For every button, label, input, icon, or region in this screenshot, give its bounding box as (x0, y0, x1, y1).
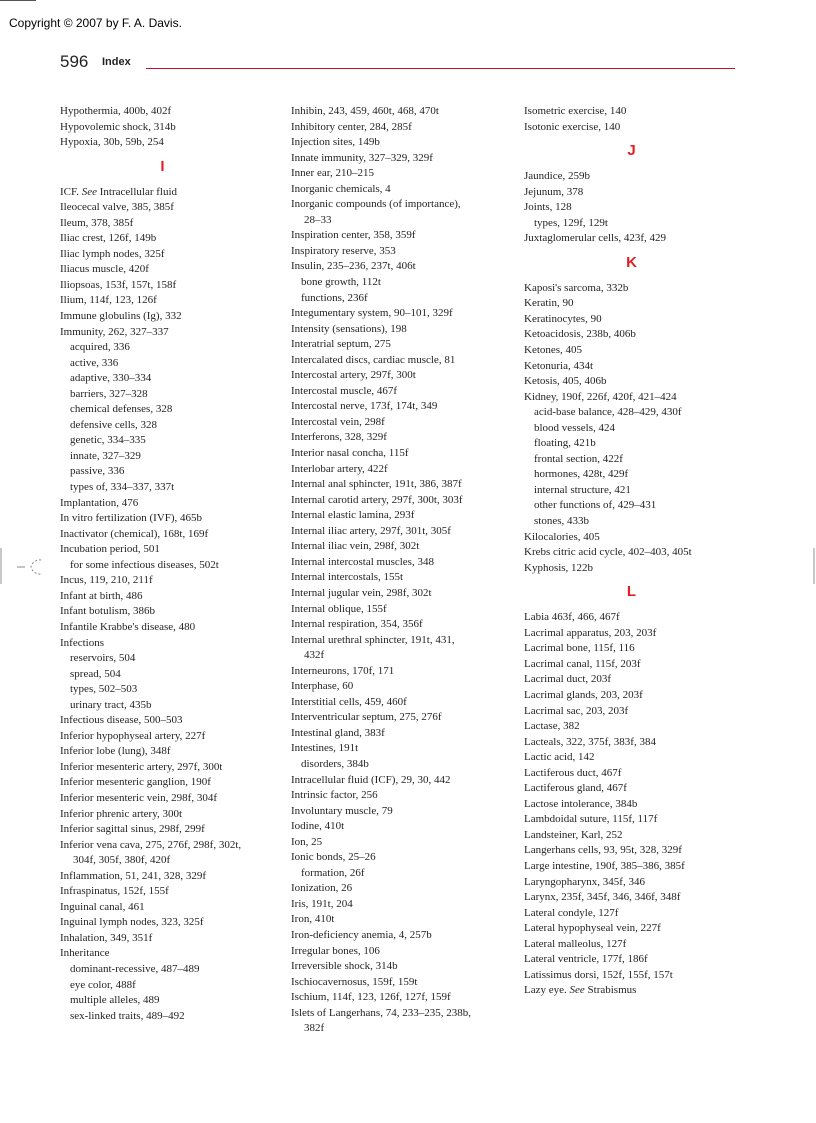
index-entry: Internal carotid artery, 297f, 300t, 303f (291, 493, 463, 506)
index-entry: Keratin, 90 (524, 297, 574, 310)
index-entry: Lambdoidal suture, 115f, 117f (524, 813, 658, 826)
index-entry: Ischiocavernosus, 159f, 159t (291, 975, 418, 988)
index-entry-continuation: 28–33 (304, 213, 332, 226)
index-subentry: acquired, 336 (70, 341, 130, 354)
index-entry: Internal iliac artery, 297f, 301t, 305f (291, 524, 451, 537)
index-entry: Interferons, 328, 329f (291, 431, 387, 444)
index-entry: Langerhans cells, 93, 95t, 328, 329f (524, 844, 682, 857)
index-entry: Lateral condyle, 127f (524, 906, 619, 919)
index-subentry: passive, 336 (70, 465, 125, 478)
index-entry: Irreversible shock, 314b (291, 960, 398, 973)
index-entry: Lacrimal glands, 203, 203f (524, 688, 643, 701)
header-rule (146, 68, 735, 69)
index-entry: Inferior hypophyseal artery, 227f (60, 729, 206, 742)
index-subentry: internal structure, 421 (534, 483, 631, 496)
index-subentry: adaptive, 330–334 (70, 372, 152, 385)
index-entry: Kyphosis, 122b (524, 561, 594, 574)
index-entry: Intestines, 191t (291, 742, 359, 755)
index-entry: Hypoxia, 30b, 59b, 254 (60, 136, 164, 149)
index-entry: Krebs citric acid cycle, 402–403, 405t (524, 546, 692, 559)
index-entry: Ketones, 405 (524, 344, 583, 357)
index-entry: Lacrimal bone, 115f, 116 (524, 642, 635, 655)
index-entry: Incubation period, 501 (60, 543, 160, 556)
index-subentry: barriers, 327–328 (70, 387, 148, 400)
index-entry: Interventricular septum, 275, 276f (291, 711, 442, 724)
index-entry: Iron, 410t (291, 913, 335, 926)
index-entry: Jaundice, 259b (524, 170, 590, 183)
index-entry: Internal iliac vein, 298f, 302t (291, 540, 420, 553)
index-entry: Lateral malleolus, 127f (524, 937, 627, 950)
index-entry: Kilocalories, 405 (524, 530, 600, 543)
index-entry: Internal intercostal muscles, 348 (291, 555, 434, 568)
index-entry-continuation: 304f, 305f, 380f, 420f (73, 854, 171, 867)
index-entry: Iliopsoas, 153f, 157t, 158f (60, 278, 177, 291)
index-entry: Infraspinatus, 152f, 155f (60, 885, 169, 898)
index-entry: Lateral hypophyseal vein, 227f (524, 922, 661, 935)
index-entry: Lacrimal canal, 115f, 203f (524, 657, 641, 670)
index-entry: Inguinal lymph nodes, 323, 325f (60, 916, 204, 929)
index-entry: Intercostal artery, 297f, 300t (291, 369, 416, 382)
index-entry-continuation: 432f (304, 649, 325, 662)
index-entry: Infectious disease, 500–503 (60, 714, 183, 727)
index-entry: Larynx, 235f, 345f, 346, 346f, 348f (524, 891, 681, 904)
index-entry: Innate immunity, 327–329, 329f (291, 151, 433, 164)
index-entry: Landsteiner, Karl, 252 (524, 828, 623, 841)
see-reference: See (81, 185, 98, 198)
index-entry: Lacrimal apparatus, 203, 203f (524, 626, 657, 639)
index-entry (524, 983, 739, 999)
index-entry: Incus, 119, 210, 211f (60, 574, 153, 587)
index-entry: Lactose intolerance, 384b (524, 797, 638, 810)
index-entry: Interior nasal concha, 115f (291, 447, 409, 460)
index-subentry: other functions of, 429–431 (534, 499, 657, 512)
index-entry: Implantation, 476 (60, 496, 139, 509)
index-entry: Immune globulins (Ig), 332 (60, 310, 182, 323)
index-subentry: disorders, 384b (301, 757, 369, 770)
index-entry: Ketonuria, 434t (524, 359, 594, 372)
index-entry: Involuntary muscle, 79 (291, 804, 393, 817)
index-entry: Ischium, 114f, 123, 126f, 127f, 159f (291, 991, 451, 1004)
index-entry: Intestinal gland, 383f (291, 726, 385, 739)
index-subentry: multiple alleles, 489 (70, 994, 160, 1007)
cross-reference-target: Strabismus (584, 984, 637, 997)
index-entry: Internal anal sphincter, 191t, 386, 387f (291, 478, 462, 491)
index-entry: Ileocecal valve, 385, 385f (60, 201, 174, 214)
index-entry: Integumentary system, 90–101, 329f (291, 307, 453, 320)
index-entry: Intercostal muscle, 467f (291, 384, 397, 397)
index-entry (60, 185, 265, 201)
section-letter: J (627, 142, 636, 160)
index-entry: Intercostal vein, 298f (291, 415, 385, 428)
index-entry: Inactivator (chemical), 168t, 169f (60, 527, 209, 540)
index-entry: Infant at birth, 486 (60, 589, 143, 602)
entry-term: Lazy eye. (524, 984, 570, 997)
top-edge-line (0, 0, 36, 1)
index-column-1 (60, 104, 265, 1024)
section-letter: I (160, 157, 165, 175)
index-entry: Interstitial cells, 459, 460f (291, 695, 407, 708)
index-entry: Ketosis, 405, 406b (524, 375, 607, 388)
index-entry: Inferior mesenteric vein, 298f, 304f (60, 791, 217, 804)
index-entry: Ketoacidosis, 238b, 406b (524, 328, 636, 341)
index-entry: Inner ear, 210–215 (291, 167, 374, 180)
index-entry: Intracellular fluid (ICF), 29, 30, 442 (291, 773, 451, 786)
index-entry: In vitro fertilization (IVF), 465b (60, 512, 203, 525)
left-margin-mark (0, 548, 2, 584)
index-entry: Inferior sagittal sinus, 298f, 299f (60, 823, 205, 836)
index-entry: Iodine, 410t (291, 820, 345, 833)
index-entry: Inguinal canal, 461 (60, 900, 145, 913)
index-entry: Internal respiration, 354, 356f (291, 618, 423, 631)
index-entry: Inspiratory reserve, 353 (291, 244, 396, 257)
index-entry: Inhibitory center, 284, 285f (291, 120, 412, 133)
index-entry: Ion, 25 (291, 835, 323, 848)
index-entry: Isometric exercise, 140 (524, 105, 627, 117)
index-subentry: frontal section, 422f (534, 452, 623, 465)
index-entry: Inferior mesenteric ganglion, 190f (60, 776, 211, 789)
index-entry: Inorganic chemicals, 4 (291, 182, 391, 195)
index-entry: Large intestine, 190f, 385–386, 385f (524, 859, 685, 872)
index-entry: Injection sites, 149b (291, 136, 380, 149)
index-subentry: floating, 421b (534, 437, 596, 450)
index-entry: Interneurons, 170f, 171 (291, 664, 395, 677)
index-subentry: bone growth, 112t (301, 276, 381, 289)
index-entry: Internal intercostals, 155t (291, 571, 404, 584)
index-entry: Keratinocytes, 90 (524, 312, 602, 325)
index-entry: Laryngopharynx, 345f, 346 (524, 875, 645, 888)
index-subentry: genetic, 334–335 (70, 434, 146, 447)
index-entry: Inflammation, 51, 241, 328, 329f (60, 869, 207, 882)
index-entry: Inferior lobe (lung), 348f (60, 745, 171, 758)
index-entry: Lacrimal sac, 203, 203f (524, 704, 629, 717)
index-entry: Inferior vena cava, 275, 276f, 298f, 302t, (60, 838, 242, 851)
index-subentry: acid-base balance, 428–429, 430f (534, 406, 682, 419)
entry-term: ICF. (60, 185, 82, 198)
index-entry: Internal elastic lamina, 293f (291, 509, 415, 522)
index-entry: Infections (60, 636, 104, 649)
index-subentry: reservoirs, 504 (70, 652, 136, 665)
index-entry: Lacteals, 322, 375f, 383f, 384 (524, 735, 656, 748)
page-title: Index (102, 56, 131, 68)
index-entry: Islets of Langerhans, 74, 233–235, 238b, (291, 1006, 471, 1019)
index-entry: Inferior phrenic artery, 300t (60, 807, 183, 820)
index-subentry: dominant-recessive, 487–489 (70, 962, 200, 975)
index-subentry: urinary tract, 435b (70, 698, 152, 711)
index-entry: Iliac lymph nodes, 325f (60, 247, 165, 260)
index-entry: Intercalated discs, cardiac muscle, 81 (291, 353, 456, 366)
index-entry: Iron-deficiency anemia, 4, 257b (291, 928, 432, 941)
index-entry: Juxtaglomerular cells, 423f, 429 (524, 232, 667, 245)
index-entry: Iliac crest, 126f, 149b (60, 232, 157, 245)
index-entry: Inheritance (60, 947, 110, 960)
index-entry: Ionization, 26 (291, 882, 353, 895)
index-entry: Immunity, 262, 327–337 (60, 325, 169, 338)
index-subentry: spread, 504 (70, 667, 121, 680)
index-subentry: stones, 433b (534, 515, 589, 528)
index-subentry: chemical defenses, 328 (70, 403, 173, 416)
index-subentry: types, 502–503 (70, 683, 138, 696)
index-entry: Inferior mesenteric artery, 297f, 300t (60, 760, 223, 773)
section-letter: L (626, 583, 637, 601)
index-entry: Lactiferous duct, 467f (524, 766, 622, 779)
index-entry: Kaposi's sarcoma, 332b (524, 281, 629, 294)
index-subentry: defensive cells, 328 (70, 418, 158, 431)
index-entry: Ionic bonds, 25–26 (291, 851, 376, 864)
index-entry: Interatrial septum, 275 (291, 338, 391, 351)
cross-reference-target: Intracellular fluid (97, 185, 178, 198)
index-entry: Internal urethral sphincter, 191t, 431, (291, 633, 455, 646)
right-margin-mark (813, 548, 815, 584)
index-subentry: sex-linked traits, 489–492 (70, 1009, 185, 1022)
index-entry: Inhalation, 349, 351f (60, 931, 153, 944)
index-subentry: for some infectious diseases, 502t (70, 558, 219, 571)
section-letter: K (626, 253, 637, 271)
index-entry: Joints, 128 (524, 201, 572, 214)
index-entry: Intercostal nerve, 173f, 174t, 349 (291, 400, 438, 413)
index-entry: Infant botulism, 386b (60, 605, 156, 618)
index-entry: Interphase, 60 (291, 680, 354, 693)
index-subentry: eye color, 488f (70, 978, 136, 991)
index-column-2 (291, 104, 506, 1037)
index-entry: Hypovolemic shock, 314b (60, 120, 176, 133)
index-entry: Intrinsic factor, 256 (291, 789, 378, 802)
index-entry: Interlobar artery, 422f (291, 462, 388, 475)
index-entry: Insulin, 235–236, 237t, 406t (291, 260, 416, 273)
index-entry: Lateral ventricle, 177f, 186f (524, 953, 648, 966)
page-header (60, 52, 735, 74)
index-entry-continuation: 382f (304, 1022, 325, 1035)
index-entry: Ilium, 114f, 123, 126f (60, 294, 157, 307)
index-entry: Kidney, 190f, 226f, 420f, 421–424 (524, 390, 677, 403)
index-entry: Lactiferous gland, 467f (524, 782, 627, 795)
index-subentry: blood vessels, 424 (534, 421, 615, 434)
index-entry: Intensity (sensations), 198 (291, 322, 407, 335)
registration-mark-icon (17, 557, 47, 577)
index-column-3 (524, 104, 739, 999)
index-entry: Hypothermia, 400b, 402f (60, 105, 172, 117)
index-entry: Lacrimal duct, 203f (524, 673, 612, 686)
index-entry: Irregular bones, 106 (291, 944, 380, 957)
index-entry: Isotonic exercise, 140 (524, 120, 621, 133)
index-entry: Lactase, 382 (524, 720, 580, 733)
index-entry: Inorganic compounds (of importance), (291, 198, 461, 211)
index-entry: Labia 463f, 466, 467f (524, 611, 620, 624)
index-entry: Latissimus dorsi, 152f, 155f, 157t (524, 968, 673, 981)
index-subentry: innate, 327–329 (70, 449, 141, 462)
index-entry: Iliacus muscle, 420f (60, 263, 149, 276)
index-entry: Inspiration center, 358, 359f (291, 229, 416, 242)
index-subentry: types of, 334–337, 337t (70, 481, 175, 494)
index-entry: Jejunum, 378 (524, 185, 584, 198)
index-subentry: formation, 26f (301, 866, 365, 879)
copyright-notice: Copyright © 2007 by F. A. Davis. (9, 16, 182, 30)
index-subentry: functions, 236f (301, 291, 368, 304)
index-entry: Internal oblique, 155f (291, 602, 387, 615)
index-entry: Internal jugular vein, 298f, 302t (291, 586, 432, 599)
index-entry: Iris, 191t, 204 (291, 897, 353, 910)
see-reference: See (569, 984, 585, 997)
index-subentry: types, 129f, 129t (534, 216, 608, 229)
index-entry: Lactic acid, 142 (524, 751, 595, 764)
index-subentry: active, 336 (70, 356, 119, 369)
index-entry: Infantile Krabbe's disease, 480 (60, 620, 196, 633)
index-entry: Inhibin, 243, 459, 460t, 468, 470t (291, 105, 439, 117)
page-number: 596 (60, 52, 89, 71)
index-entry: Ileum, 378, 385f (60, 216, 134, 229)
index-subentry: hormones, 428t, 429f (534, 468, 629, 481)
